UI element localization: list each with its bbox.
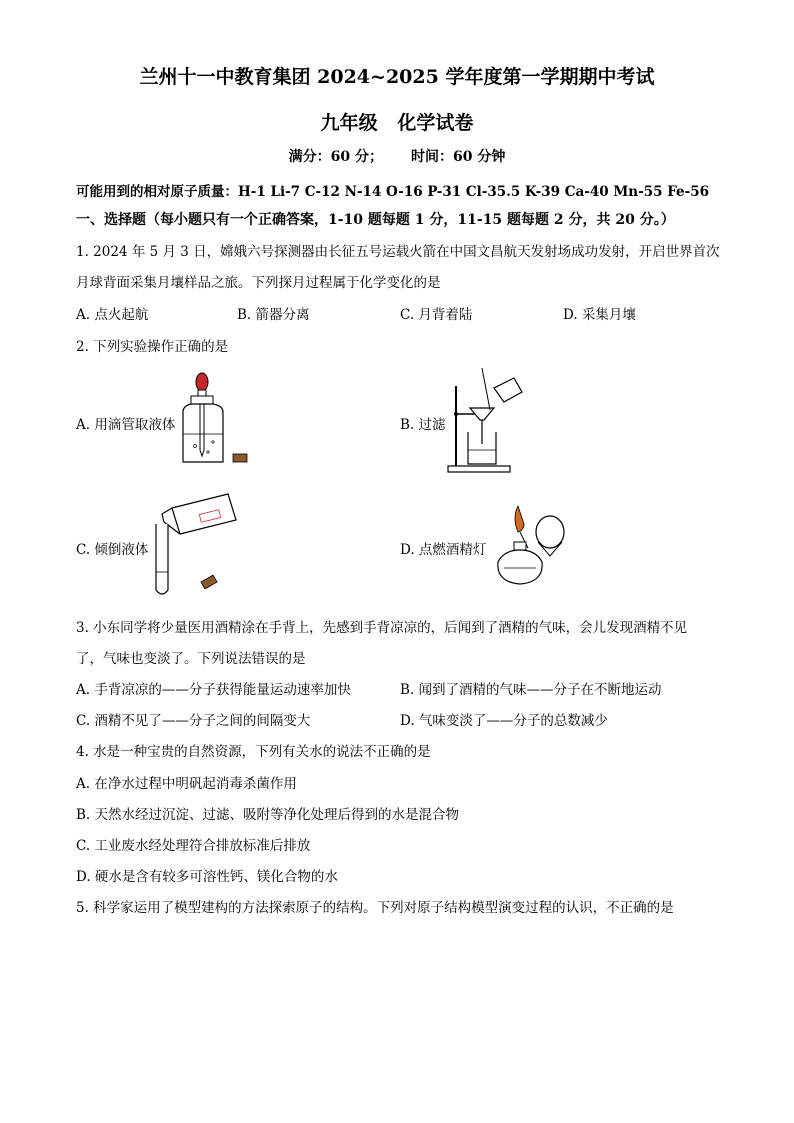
q4-option-d: D. 硬水是含有较多可溶性钙、镁化合物的水 (76, 869, 338, 885)
q3-option-a: A. 手背凉凉的——分子获得能量运动速率加快 (76, 682, 351, 698)
q2-option-b: B. 过滤 (400, 417, 446, 433)
q2-option-c: C. 倾倒液体 (76, 542, 149, 558)
subtitle-text: 九年级 化学试卷 (320, 112, 474, 134)
q3-line1: 3. 小东同学将少量医用酒精涂在手背上，先感到手背凉凉的，后闻到了酒精的气味，会儿发现酒精不见 (76, 620, 688, 636)
q3-option-c: C. 酒精不见了——分子之间的间隔变大 (76, 713, 311, 729)
q2-option-a: A. 用滴管取液体 (76, 417, 176, 433)
q5-stem: 5. 科学家运用了模型建构的方法探索原子的结构。下列对原子结构模型演变过程的认识，不正确的是 (76, 900, 674, 916)
q1-option-d: D. 采集月壤 (563, 307, 636, 323)
exam-time: 时间：60 分钟 (411, 149, 506, 165)
exam-meta (0, 146, 794, 166)
full-score: 满分：60 分； (288, 149, 383, 165)
q2-option-d: D. 点燃酒精灯 (400, 542, 487, 558)
q4-stem: 4. 水是一种宝贵的自然资源，下列有关水的说法不正确的是 (76, 744, 431, 760)
q4-option-b: B. 天然水经过沉淀、过滤、吸附等净化处理后得到的水是混合物 (76, 807, 460, 823)
q3-option-b: B. 闻到了酒精的气味——分子在不断地运动 (400, 682, 662, 698)
pouring-liquid-figure (150, 490, 240, 604)
exam-subtitle (0, 108, 794, 135)
q4-option-a: A. 在净水过程中明矾起消毒杀菌作用 (76, 776, 297, 792)
q3-option-d: D. 气味变淡了——分子的总数减少 (400, 713, 608, 729)
q2-stem: 2. 下列实验操作正确的是 (76, 339, 229, 355)
filtration-figure (446, 366, 526, 480)
q1-option-a: A. 点火起航 (76, 307, 149, 323)
q1-option-b: B. 箭器分离 (237, 307, 310, 323)
atomic-masses: 可能用到的相对原子质量：H-1 Li-7 C-12 N-14 O-16 P-31 Cl-35.5 K-39 Ca-40 Mn-55 Fe-56 (76, 184, 710, 200)
alcohol-lamp-figure (488, 502, 568, 596)
q1-line2: 月球背面采集月壤样品之旅。下列探月过程属于化学变化的是 (76, 275, 441, 291)
section-heading: 一、选择题（每小题只有一个正确答案，1-10 题每题 1 分，11-15 题每题 2 分，共 20 分。） (76, 212, 675, 228)
dropper-bottle-figure (175, 372, 255, 471)
q4-option-c: C. 工业废水经处理符合排放标准后排放 (76, 838, 311, 854)
q1-option-c: C. 月背着陆 (400, 307, 473, 323)
exam-title: 兰州十一中教育集团 2024~2025 学年度第一学期期中考试 (139, 66, 655, 88)
q3-line2: 了，气味也变淡了。下列说法错误的是 (76, 651, 306, 667)
q1-line1: 1. 2024 年 5 月 3 日，嫦娥六号探测器由长征五号运载火箭在中国文昌航天发射场成功发射，开启世界首次 (76, 244, 720, 260)
